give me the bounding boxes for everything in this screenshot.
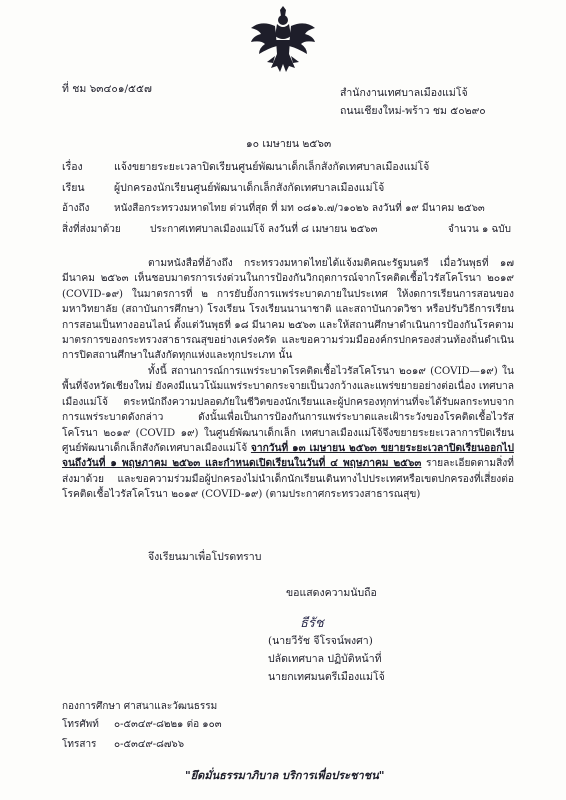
recipient-text: ผู้ปกครองนักเรียนศูนย์พัฒนาเด็กเล็กสังกัดเทศบาลเมืองแม่โจ้	[114, 182, 385, 194]
fax-number: ๐-๕๓๔๙-๘๗๖๖	[114, 739, 185, 750]
enclosure-text: ประกาศเทศบาลเมืองแม่โจ้ ลงวันที่ ๘ เมษายน ๒๕๖๓	[150, 224, 378, 235]
paragraph-2-highlight: จากวันที่ ๑๓ เมษายน ๒๕๖๓ ขยายระยะเวลาปิดเรียนออกไปจนถึงวันที่ ๑ พฤษภาคม ๒๕๖๓ และกำหนดเปิดเรียนในวันที่ ๔ พฤษภาคม ๒๕๖๓	[62, 442, 514, 470]
closing-regards: ขอแสดงความนับถือ	[286, 587, 377, 599]
phone-label: โทรศัพท์	[62, 719, 99, 730]
paragraph-1-text: ตามหนังสือที่อ้างถึง กระทรวงมหาดไทยได้แจ้งมติคณะรัฐมนตรี เมื่อวันพุธที่ ๑๗ มีนาคม ๒๕๖๓ เห็นชอบมาตรการเร่งด่วนในการป้องกันวิกฤตการณ์จากโรคติดเชื้อไวรัสโคโรนา ๒๐๑๙ (COVID-๑๙) ในมาตรการที่ ๒ การยับยั้งการแพร่ระบาดภายในประเทศ ให้งดการเรียนการสอนของมหาวิทยาลัย (สถาบันการศึกษา) โรงเรียน โรงเรียนนานาชาติ และสถาบันกวดวิชา หรือปรับวิธีการเรียนการสอนเป็นทางออนไลน์ ตั้งแต่วันพุธที่ ๑๘ มีนาคม ๒๕๖๓ และให้สถานศึกษาดำเนินการป้องกันโรคตามมาตรการของกระทรวงสาธารณสุขอย่างเคร่งครัด และขอความร่วมมือองค์กรปกครองส่วนท้องถิ่นดำเนินการปิดสถานศึกษาในสังกัดทุกแห่งและทุกประเภท นั้น	[62, 258, 514, 362]
department: กองการศึกษา ศาสนาและวัฒนธรรม	[62, 701, 218, 712]
reference-text: หนังสือกระทรวงมหาดไทย ด่วนที่สุด ที่ มท ๐๘๑๖.๗/ว๑๐๒๖ ลงวันที่ ๑๙ มีนาคม ๒๕๖๓	[114, 203, 485, 214]
motto: "ยึดมั่นธรรมาภิบาล บริการเพื่อประชาชน"	[185, 769, 385, 782]
enclosure-count: จำนวน ๑ ฉบับ	[448, 224, 511, 235]
subject-label: เรื่อง	[62, 161, 83, 173]
office-address: ถนนเชียงใหม่-พร้าว ชม ๕๐๒๙๐	[340, 105, 486, 117]
enclosure-label: สิ่งที่ส่งมาด้วย	[62, 224, 121, 235]
signer-title-2: นายกเทศมนตรีเมืองแม่โจ้	[268, 671, 385, 683]
body-paragraph-1	[62, 256, 514, 364]
signer-title-1: ปลัดเทศบาล ปฏิบัติหน้าที่	[268, 653, 382, 665]
handwritten-signature: ธีรัช	[300, 616, 324, 631]
paragraph-2-text-b: รายละเอียดตามสิ่งที่ส่งมาด้วย และขอความร่วมมือผู้ปกครองไม่นำเด็กนักเรียนเดินทางไปประเทศหรือเขตปกครองที่เสี่ยงต่อโรคติดเชื้อไวรัสโคโรนา ๒๐๑๙ (COVID-๑๙) (ตามประกาศกระทรวงสาธารณสุข)	[62, 458, 514, 501]
recipient-label: เรียน	[62, 182, 85, 194]
paragraph-2-container	[62, 364, 514, 503]
letter-date: ๑๐ เมษายน ๒๕๖๓	[246, 138, 332, 150]
paragraph-2-text-a: ทั้งนี้ สถานการณ์การแพร่ระบาดโรคติดเชื้อไวรัสโคโรนา ๒๐๑๙ (COVID—๑๙) ในพื้นที่จังหวัดเชียงใหม่ ยังคงมีแนวโน้มแพร่ระบาดกระจายเป็นวงกว้างและแพร่ขยายอย่างต่อเนื่อง เทศบาลเมืองแม่โจ้ ตระหนักถึงความปลอดภัยในชีวิตของนักเรียนและผู้ปกครองทุกท่านที่จะได้รับผลกระทบจากการแพร่ระบาดดังกล่าว ดังนั้นเพื่อเป็นการป้องกันการแพร่ระบาดและเฝ้าระวังของโรคติดเชื้อไวรัสโคโรนา ๒๐๑๙ (COVID ๑๙) ในศูนย์พัฒนาเด็กเล็ก เทศบาลเมืองแม่โจ้จึงขยายระยะเวลาการปิดเรียนศูนย์พัฒนาเด็กเล็กสังกัดเทศบาลเมืองแม่โจ้	[62, 366, 514, 455]
body-paragraph-2	[62, 364, 514, 503]
reference-label: อ้างถึง	[62, 203, 90, 214]
reference-number: ที่ ชม ๖๓๔๐๑/๕๕๗	[62, 83, 152, 95]
signer-name: (นายวีรัช จีโรจน์พงศา)	[268, 635, 373, 647]
phone-number: ๐-๕๓๔๙-๘๒๒๑ ต่อ ๑๐๓	[114, 719, 222, 730]
closing-request: จึงเรียนมาเพื่อโปรดทราบ	[148, 551, 262, 563]
office-name: สำนักงานเทศบาลเมืองแม่โจ้	[340, 87, 468, 99]
garuda-emblem-icon	[247, 6, 319, 78]
subject-text: แจ้งขยายระยะเวลาปิดเรียนศูนย์พัฒนาเด็กเล็กสังกัดเทศบาลเมืองแม่โจ้	[114, 161, 430, 173]
fax-label: โทรสาร	[62, 739, 97, 750]
